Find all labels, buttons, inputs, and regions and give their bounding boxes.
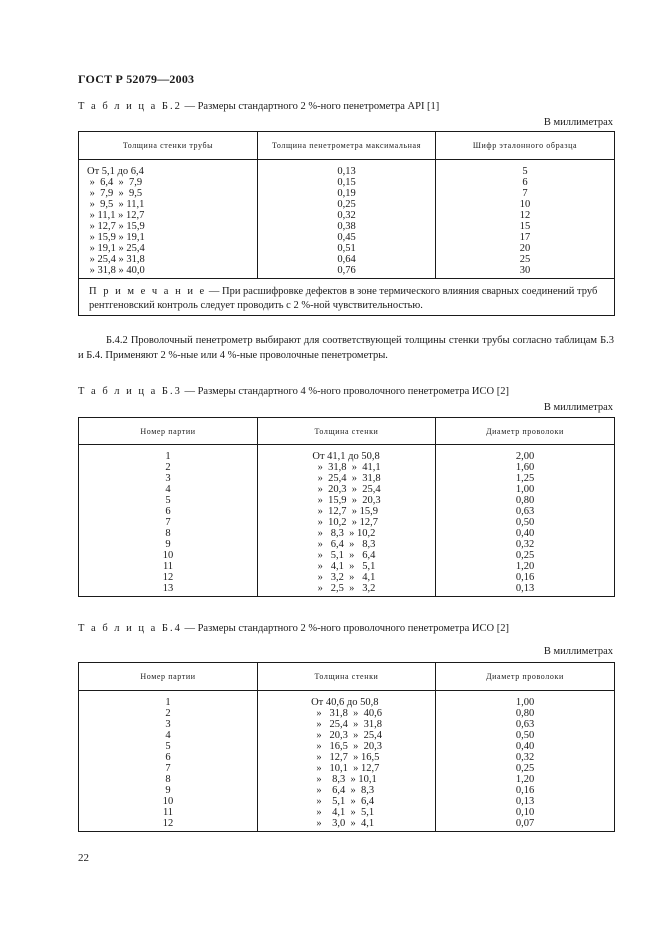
table-b4-cell: 2: [165, 708, 171, 719]
table-b3-header-cell: Диаметр проволоки: [436, 418, 615, 445]
table-b2-cell: 17: [519, 232, 531, 243]
table-b3-cell: 1,25: [515, 473, 535, 484]
table-b3-cell: 7: [165, 517, 171, 528]
table-b4-cell: 0,10: [515, 807, 535, 818]
table-b2-cell: 0,13: [337, 166, 356, 177]
table-b4-column-diameter: [436, 691, 615, 832]
table-b2-cell: » 15,9 » 19,1: [87, 232, 145, 243]
table-b3-column-batch: [79, 445, 258, 597]
table-b4-cell: 6: [165, 752, 171, 763]
table-b4-caption-prefix: Т а б л и ц а Б.4: [78, 623, 182, 634]
table-b4-cell: » 6,4 » 8,3: [311, 785, 375, 796]
table-b3-cell: 1,60: [515, 462, 535, 473]
table-b4-cell: 11: [162, 807, 174, 818]
table-b3-cell: 12: [162, 572, 174, 583]
table-b2-caption-text: — Размеры стандартного 2 %-ного пенетрометра API [1]: [181, 101, 440, 112]
table-b3-cell: 0,40: [515, 528, 535, 539]
table-b3-cell: » 3,2 » 4,1: [312, 572, 376, 583]
table-b2-cell: 0,38: [337, 221, 356, 232]
table-b3-units: В миллиметрах: [543, 402, 613, 413]
table-b3-cell: 0,25: [515, 550, 535, 561]
table-b3-cell: 0,63: [515, 506, 535, 517]
thickness-range-list: [311, 697, 382, 829]
page-number: 22: [78, 852, 89, 864]
table-b2-note-text: — При расшифровке дефектов в зоне термического влияния сварных соединений труб рентгеновский контроль следует проводить с 2 %-ной чувствительностью.: [89, 286, 598, 311]
table-b4-cell: 0,32: [515, 752, 535, 763]
table-b4-cell: 0,63: [515, 719, 535, 730]
table-b3-cell: » 12,7 » 15,9: [312, 506, 378, 517]
table-b3-cell: 9: [165, 539, 171, 550]
table-b3-cell: 11: [162, 561, 174, 572]
table-b4-units: В миллиметрах: [543, 646, 613, 657]
table-b4-cell: 4: [165, 730, 171, 741]
table-b2-cell: » 12,7 » 15,9: [87, 221, 145, 232]
paragraph-b42-text: Б.4.2 Проволочный пенетрометр выбирают для соответствующей толщины стенки трубы согласно таблицам Б.3 и Б.4. Применяют 2 %-ные или 4 %-ные проволочные пенетрометры.: [78, 335, 614, 361]
table-b4-cell: 0,25: [515, 763, 535, 774]
table-b4-cell: 7: [165, 763, 171, 774]
table-b3-cell: 13: [162, 583, 174, 594]
table-b2-cell: » 6,4 » 7,9: [87, 177, 143, 188]
paragraph-b42: [78, 333, 614, 363]
table-b4-cell: » 5,1 » 6,4: [311, 796, 375, 807]
table-b4-header-cell: Номер партии: [79, 663, 258, 691]
table-b2-header-cell: Шифр эталонного образца: [436, 132, 615, 160]
table-b4-cell: 1,20: [515, 774, 535, 785]
table-b3-cell: 5: [165, 495, 171, 506]
table-b4-cell: » 10,1 » 12,7: [311, 763, 380, 774]
table-b2: [78, 131, 615, 316]
table-b3-caption-text: — Размеры стандартного 4 %-ного проволочного пенетрометра ИСО [2]: [181, 386, 509, 397]
table-b4-cell: » 16,5 » 20,3: [311, 741, 382, 752]
table-b3-cell: » 4,1 » 5,1: [312, 561, 376, 572]
table-b4: [78, 662, 615, 832]
table-b2-cell: » 7,9 » 9,5: [87, 188, 143, 199]
table-b4-cell: 5: [165, 741, 171, 752]
table-b2-cell: 0,76: [337, 265, 356, 276]
table-b2-note: [79, 279, 615, 316]
table-b2-cell: От 5,1 до 6,4: [87, 166, 144, 177]
table-b3-cell: » 5,1 » 6,4: [312, 550, 376, 561]
table-b3-cell: » 20,3 » 25,4: [312, 484, 381, 495]
table-b4-cell: » 4,1 » 5,1: [311, 807, 375, 818]
table-b2-column-thickness: [79, 160, 258, 279]
table-b3-cell: » 25,4 » 31,8: [312, 473, 381, 484]
table-b3-header-cell: Толщина стенки: [258, 418, 436, 445]
table-b4-cell: » 20,3 » 25,4: [311, 730, 382, 741]
table-b4-cell: 0,40: [515, 741, 535, 752]
table-b2-units: В миллиметрах: [543, 117, 613, 128]
table-b2-column-code: [436, 160, 615, 279]
table-b4-cell: 9: [165, 785, 171, 796]
table-b3-cell: 0,80: [515, 495, 535, 506]
table-b3-cell: От 41,1 до 50,8: [312, 451, 380, 462]
table-b4-header-cell: Диаметр проволоки: [436, 663, 615, 691]
table-b2-cell: 0,19: [337, 188, 356, 199]
table-b2-cell: 30: [519, 265, 531, 276]
table-b2-cell: 0,32: [337, 210, 356, 221]
table-b2-cell: 0,25: [337, 199, 356, 210]
table-b3-cell: » 10,2 » 12,7: [312, 517, 378, 528]
table-b3-cell: » 6,4 » 8,3: [312, 539, 376, 550]
table-b4-caption-text: — Размеры стандартного 2 %-ного проволочного пенетрометра ИСО [2]: [181, 623, 509, 634]
table-b4-cell: 1,00: [515, 697, 535, 708]
table-b3-cell: 1,20: [515, 561, 535, 572]
table-b2-cell: » 25,4 » 31,8: [87, 254, 145, 265]
table-b2-cell: 15: [519, 221, 531, 232]
table-b4-cell: 10: [162, 796, 174, 807]
table-b3-cell: » 31,8 » 41,1: [312, 462, 381, 473]
table-b2-cell: » 11,1 » 12,7: [87, 210, 145, 221]
table-b3-cell: 1: [165, 451, 171, 462]
table-b2-cell: 6: [522, 177, 528, 188]
table-b3-cell: 2,00: [515, 451, 535, 462]
table-b4-column-batch: [79, 691, 258, 832]
table-b3-header-cell: Номер партии: [79, 418, 258, 445]
table-b3-cell: » 8,3 » 10,2: [312, 528, 376, 539]
table-b3-caption-prefix: Т а б л и ц а Б.3: [78, 386, 182, 397]
table-b4-cell: » 12,7 » 16,5: [311, 752, 380, 763]
table-b4-cell: 0,80: [515, 708, 535, 719]
table-b4-cell: 8: [165, 774, 171, 785]
table-b3-cell: 6: [165, 506, 171, 517]
table-b2-cell: 0,45: [337, 232, 356, 243]
table-b3-cell: 0,16: [515, 572, 535, 583]
table-b2-cell: » 9,5 » 11,1: [87, 199, 145, 210]
table-b3-column-thickness: [258, 445, 436, 597]
table-b4-cell: 0,16: [515, 785, 535, 796]
table-b2-cell: 0,64: [337, 254, 356, 265]
table-b4-caption: [78, 623, 509, 634]
table-b2-cell: 12: [519, 210, 531, 221]
table-b4-cell: 0,13: [515, 796, 535, 807]
thickness-range-list: [312, 451, 380, 594]
table-b2-cell: 20: [519, 243, 531, 254]
table-b3-caption: [78, 386, 509, 397]
table-b2-cell: 25: [519, 254, 531, 265]
table-b3-cell: 8: [165, 528, 171, 539]
table-b3-cell: 4: [165, 484, 171, 495]
table-b2-cell: » 19,1 » 25,4: [87, 243, 145, 254]
table-b2-note-prefix: П р и м е ч а н и е: [89, 286, 207, 297]
table-b3-column-diameter: [436, 445, 615, 597]
table-b2-cell: 7: [522, 188, 528, 199]
table-b2-column-penetrometer: [258, 160, 436, 279]
table-b3-cell: 10: [162, 550, 174, 561]
table-b3-cell: » 2,5 » 3,2: [312, 583, 376, 594]
table-b2-cell: 0,15: [337, 177, 356, 188]
table-b4-cell: 0,07: [515, 818, 535, 829]
table-b4-cell: 12: [162, 818, 174, 829]
table-b3: [78, 417, 615, 597]
table-b4-cell: 1: [165, 697, 171, 708]
table-b4-cell: » 31,8 » 40,6: [311, 708, 382, 719]
table-b4-cell: » 25,4 » 31,8: [311, 719, 382, 730]
table-b4-cell: » 3,0 » 4,1: [311, 818, 375, 829]
table-b3-cell: 0,50: [515, 517, 535, 528]
table-b2-cell: 0,51: [337, 243, 356, 254]
table-b3-cell: 0,32: [515, 539, 535, 550]
table-b2-cell: 10: [519, 199, 531, 210]
table-b2-cell: » 31,8 » 40,0: [87, 265, 145, 276]
table-b3-cell: » 15,9 » 20,3: [312, 495, 381, 506]
table-b3-cell: 2: [165, 462, 171, 473]
document-header: ГОСТ Р 52079—2003: [78, 72, 195, 86]
table-b2-cell: 5: [522, 166, 528, 177]
table-b4-header-cell: Толщина стенки: [258, 663, 436, 691]
table-b2-header-cell: Толщина пенетрометра максимальная: [258, 132, 436, 160]
table-b2-caption-prefix: Т а б л и ц а Б.2: [78, 101, 182, 112]
table-b4-cell: » 8,3 » 10,1: [311, 774, 377, 785]
table-b2-caption: [78, 101, 439, 112]
table-b3-cell: 3: [165, 473, 171, 484]
table-b4-column-thickness: [258, 691, 436, 832]
table-b3-cell: 0,13: [515, 583, 535, 594]
table-b4-cell: 3: [165, 719, 171, 730]
table-b3-cell: 1,00: [515, 484, 535, 495]
table-b4-cell: 0,50: [515, 730, 535, 741]
table-b2-header-cell: Толщина стенки трубы: [79, 132, 258, 160]
table-b4-cell: От 40,6 до 50,8: [311, 697, 379, 708]
